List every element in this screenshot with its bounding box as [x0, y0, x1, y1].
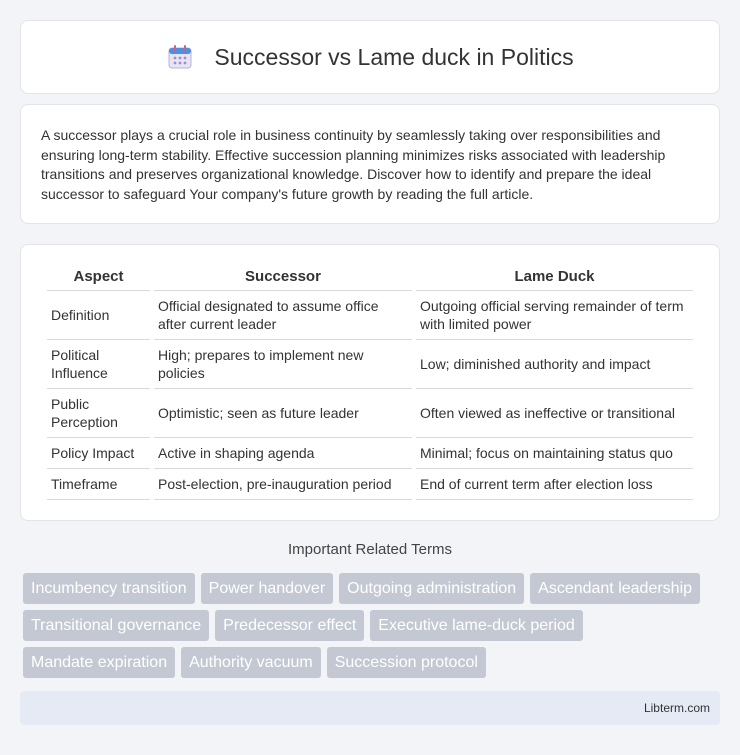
term-tag[interactable]: Ascendant leadership [530, 573, 700, 604]
intro-card [20, 104, 720, 224]
page-title: Successor vs Lame duck in Politics [214, 43, 574, 70]
term-tag[interactable]: Outgoing administration [339, 573, 524, 604]
header-aspect: Aspect [47, 263, 150, 291]
term-tag[interactable]: Power handover [201, 573, 334, 604]
header-lame-duck: Lame Duck [416, 263, 693, 291]
cell-aspect: Political Influence [47, 340, 150, 389]
table-row [47, 438, 693, 469]
cell-lame-duck: End of current term after election loss [416, 469, 693, 500]
related-terms-title: Important Related Terms [288, 541, 452, 558]
cell-lame-duck: Minimal; focus on maintaining status quo [416, 438, 693, 469]
footer-site-link[interactable]: Libterm.com [643, 701, 710, 715]
table-row [47, 469, 693, 500]
calendar-icon [166, 43, 194, 71]
table-row [47, 340, 693, 389]
table-row [47, 291, 693, 340]
header-successor: Successor [154, 263, 412, 291]
intro-text: A successor plays a crucial role in business continuity by seamlessly taking over responsibilities and ensuring long-term stability. Effective succession planning minimizes risks associated with leadership transitions and preserves organizational knowledge. Discover how to identify and prepare the ideal successor to safeguard Your company's future growth by reading the full article. [41, 127, 666, 202]
cell-successor: Official designated to assume office after current leader [154, 291, 412, 340]
comparison-card [20, 244, 720, 521]
cell-successor: Post-election, pre-inauguration period [154, 469, 412, 500]
term-tag[interactable]: Predecessor effect [215, 610, 364, 641]
term-tag[interactable]: Transitional governance [23, 610, 209, 641]
table-header-row [47, 263, 693, 291]
table-row [47, 389, 693, 438]
footer [20, 691, 720, 725]
term-tag[interactable]: Succession protocol [327, 647, 486, 678]
term-tag[interactable]: Authority vacuum [181, 647, 321, 678]
cell-aspect: Public Perception [47, 389, 150, 438]
comparison-table [43, 263, 697, 500]
cell-lame-duck: Often viewed as ineffective or transitional [416, 389, 693, 438]
cell-lame-duck: Low; diminished authority and impact [416, 340, 693, 389]
term-tag[interactable]: Executive lame-duck period [370, 610, 583, 641]
cell-lame-duck: Outgoing official serving remainder of term with limited power [416, 291, 693, 340]
cell-aspect: Policy Impact [47, 438, 150, 469]
cell-successor: High; prepares to implement new policies [154, 340, 412, 389]
cell-aspect: Timeframe [47, 469, 150, 500]
cell-successor: Optimistic; seen as future leader [154, 389, 412, 438]
term-tag[interactable]: Incumbency transition [23, 573, 195, 604]
cell-successor: Active in shaping agenda [154, 438, 412, 469]
term-tag[interactable]: Mandate expiration [23, 647, 175, 678]
related-terms-list [23, 573, 723, 678]
header-card [20, 20, 720, 94]
cell-aspect: Definition [47, 291, 150, 340]
